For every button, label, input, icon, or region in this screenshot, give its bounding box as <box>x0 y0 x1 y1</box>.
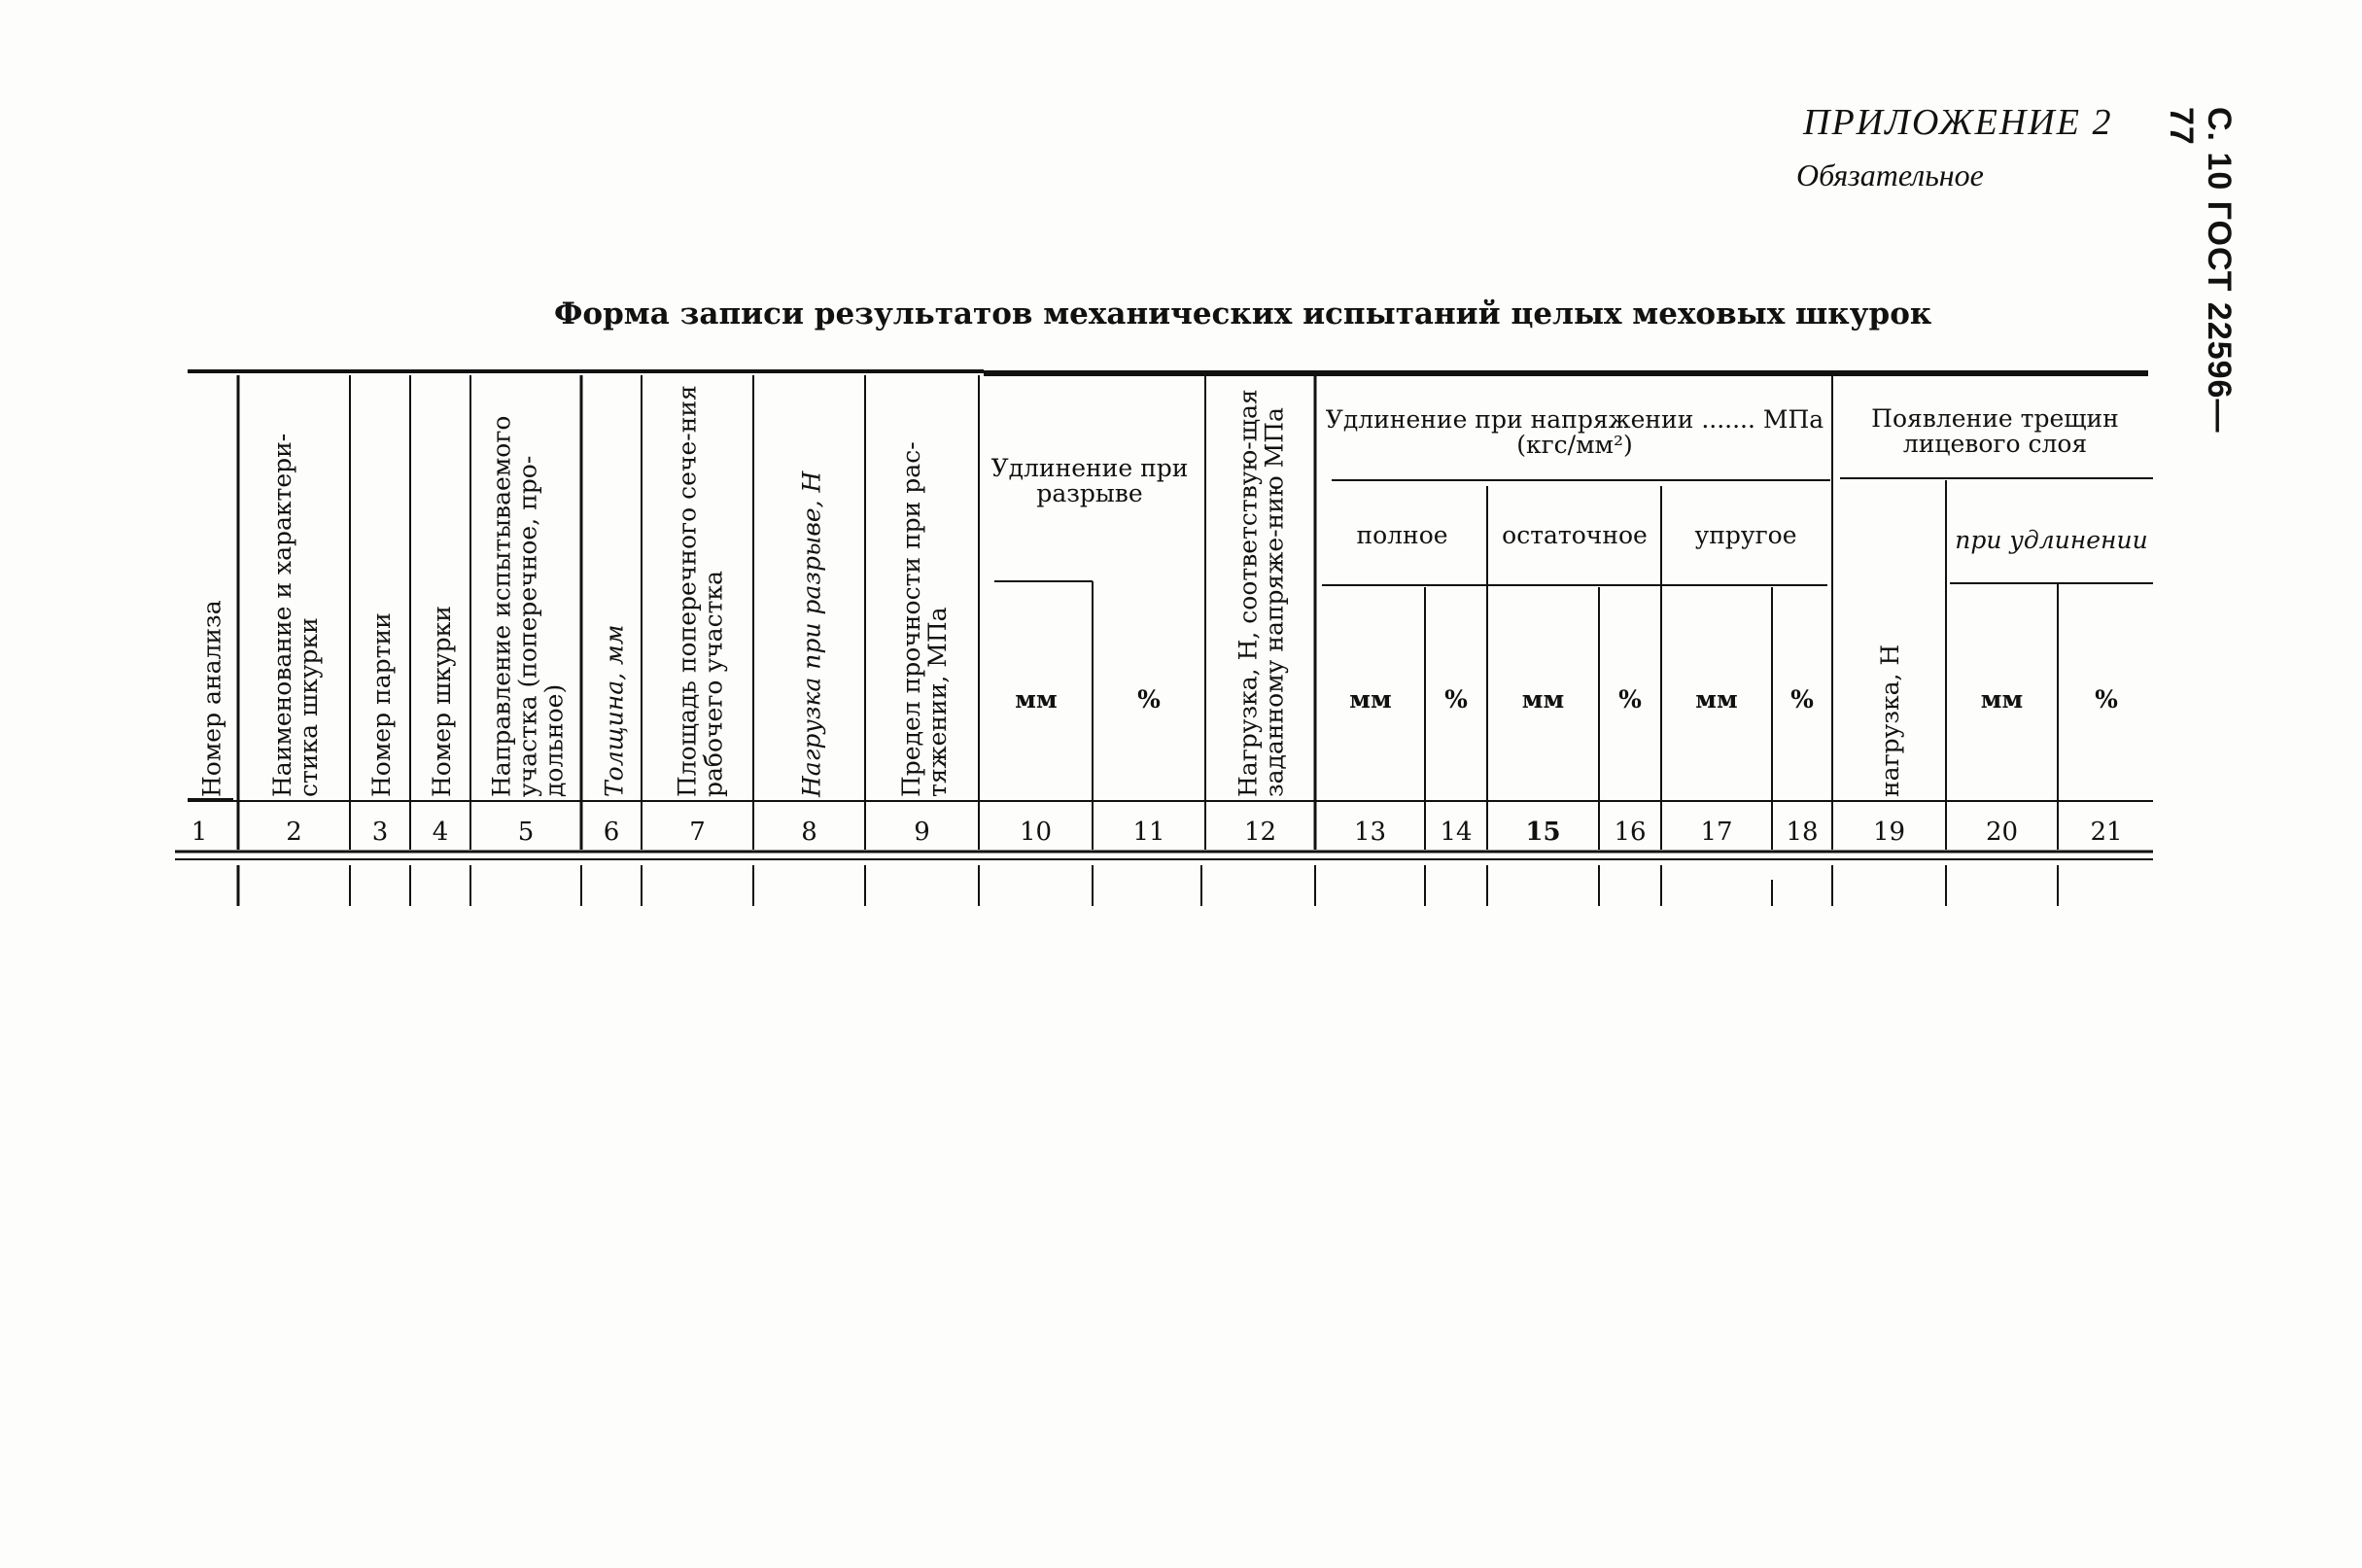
col-number-13: 13 <box>1353 818 1387 847</box>
unit-col18: % <box>1790 684 1814 714</box>
col-header-analysis-number: Номер анализа <box>197 600 226 797</box>
unit-col17: мм <box>1695 684 1738 714</box>
mandatory-label: Обязательное <box>1796 157 1984 192</box>
col-number-10: 10 <box>1019 818 1053 847</box>
col-header-crack-load: нагрузка, Н <box>1876 644 1904 797</box>
col-number-5: 5 <box>517 818 535 847</box>
subgroup-header-full: полное <box>1356 520 1448 549</box>
col-number-14: 14 <box>1440 818 1473 847</box>
unit-col11: % <box>1137 684 1161 714</box>
col-header-thickness: Толщина, мм <box>600 624 629 797</box>
col-header-load-at-stress: Нагрузка, Н, соответствую-щая заданному напряже-нию МПа <box>1233 389 1289 797</box>
unit-col20: мм <box>1980 684 2024 714</box>
appendix-label: ПРИЛОЖЕНИЕ 2 <box>1803 102 2113 143</box>
col-number-15: 15 <box>1525 818 1561 847</box>
unit-col14: % <box>1444 684 1468 714</box>
group-header-elongation-at-break: Удлинение при разрыве <box>990 453 1189 507</box>
col-number-21: 21 <box>2090 818 2123 847</box>
form-title: Форма записи результатов механических испытаний целых меховых шкурок <box>554 296 1932 331</box>
unit-col15: мм <box>1521 684 1565 714</box>
col-number-8: 8 <box>801 818 817 847</box>
col-number-2: 2 <box>286 818 302 847</box>
col-header-skin-name: Наименование и характери-стика шкурки <box>268 433 323 797</box>
col-header-direction: Направление испытываемого участка (поперечное, про-дольное) <box>487 415 569 797</box>
col-header-batch-number: Номер партии <box>367 612 396 797</box>
col-number-4: 4 <box>432 818 449 847</box>
subgroup-header-elastic: упругое <box>1694 520 1797 549</box>
group-header-elongation-at-stress: Удлинение при напряжении ....... МПа (кгс/мм²) <box>1325 404 1824 459</box>
col-header-breaking-load: Нагрузка при разрыве, Н <box>797 470 826 797</box>
col-number-1: 1 <box>191 818 208 847</box>
col-number-3: 3 <box>371 818 389 847</box>
col-header-cross-section-area: Площадь поперечного сече-ния рабочего участка <box>673 385 728 797</box>
col-number-12: 12 <box>1243 818 1277 847</box>
col-number-9: 9 <box>914 818 930 847</box>
col-number-6: 6 <box>603 818 620 847</box>
group-header-cracks: Появление трещин лицевого слоя <box>1871 403 2119 458</box>
col-number-11: 11 <box>1132 818 1165 847</box>
col-header-tensile-strength: Предел прочности при рас-тяжении, МПа <box>897 441 952 797</box>
col-number-19: 19 <box>1872 818 1906 847</box>
unit-col21: % <box>2095 684 2118 714</box>
col-number-16: 16 <box>1614 818 1647 847</box>
subgroup-header-at-elongation: при удлинении <box>1955 525 2148 554</box>
subgroup-header-residual: остаточное <box>1502 520 1648 549</box>
col-number-17: 17 <box>1700 818 1733 847</box>
col-number-18: 18 <box>1786 818 1819 847</box>
unit-col13: мм <box>1349 684 1392 714</box>
col-number-20: 20 <box>1985 818 2019 847</box>
unit-col16: % <box>1618 684 1642 714</box>
col-number-7: 7 <box>689 818 706 847</box>
standard-page-code: С. 10 ГОСТ 22596—77 <box>2163 107 2238 434</box>
unit-col10: мм <box>1015 684 1058 714</box>
col-header-skin-number: Номер шкурки <box>428 606 456 797</box>
